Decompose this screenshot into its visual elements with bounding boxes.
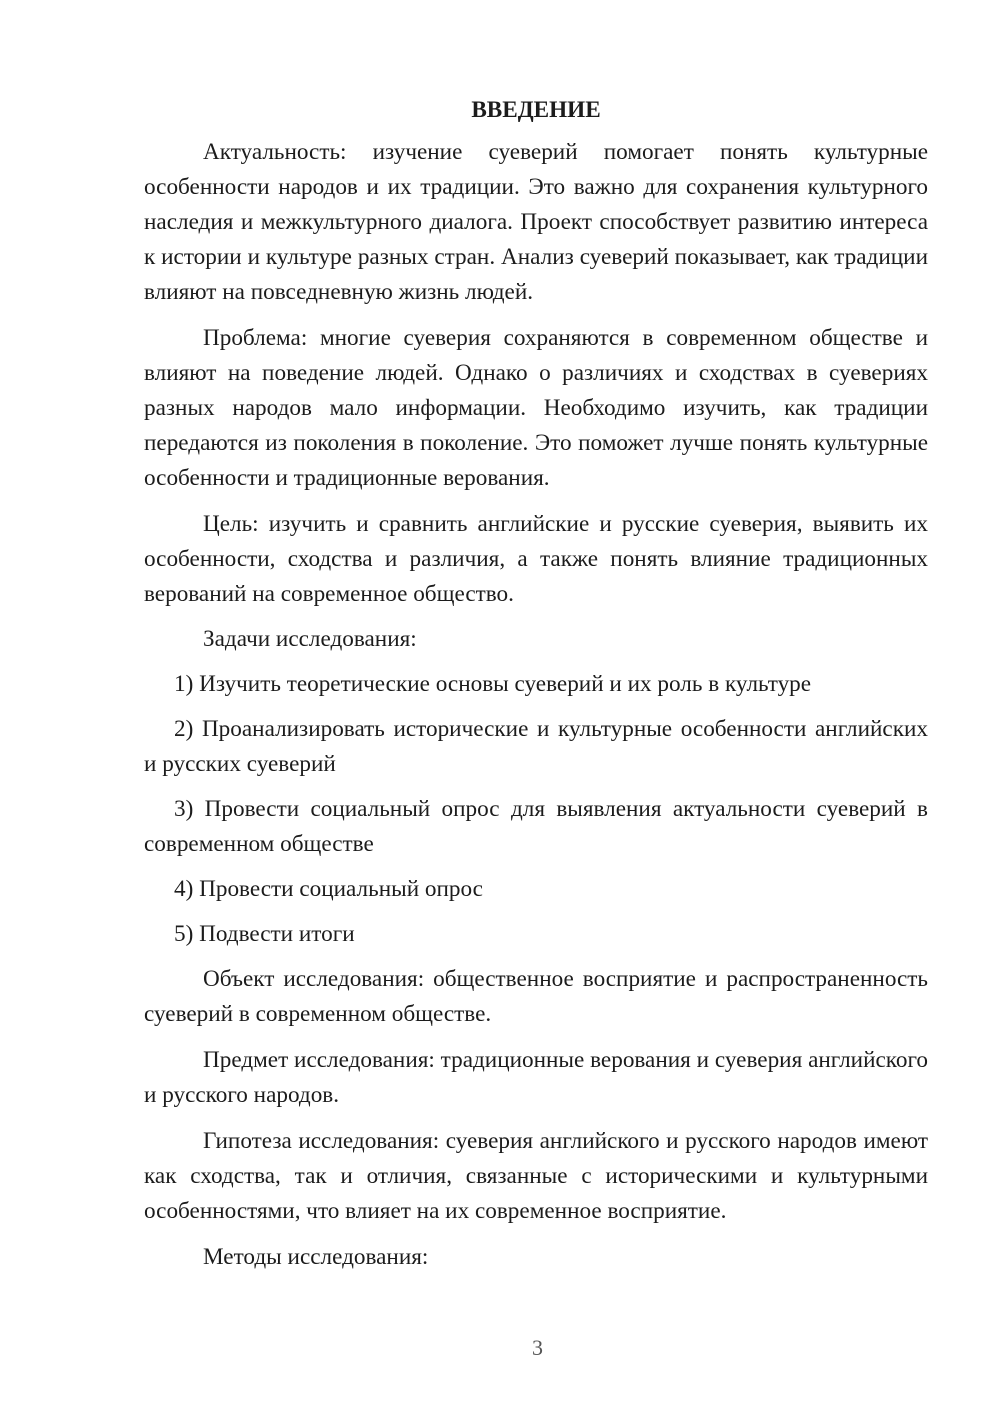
research-hypothesis-paragraph: Гипотеза исследования: суеверия английского и русского народов имеют как сходства, так и отличия, связанные с историческими и культурными особенностями, что влияет на их современное восприятие. (144, 1128, 928, 1224)
tasks-heading: Задачи исследования: (203, 626, 417, 652)
task-item-1: 1) Изучить теоретические основы суеверий и их роль в культуре (174, 671, 812, 697)
page-number: 3 (532, 1335, 543, 1360)
task-item-4: 4) Провести социальный опрос (174, 876, 483, 902)
relevance-paragraph: Актуальность: изучение суеверий помогает понять культурные особенности народов и их традиции. Это важно для сохранения культурного наследия и межкультурного диалога. Проект способствует развитию интереса к истории и культуре разных стран. Анализ суеверий показывает, как традиции влияют на повседневную жизнь людей. (144, 139, 928, 305)
task-item-5: 5) Подвести итоги (174, 921, 355, 947)
page-body (144, 93, 928, 1275)
goal-paragraph: Цель: изучить и сравнить английские и русские суеверия, выявить их особенности, сходства и различия, а также понять влияние традиционных верований на современное общество. (144, 511, 928, 607)
task-item-2: 2) Проанализировать исторические и культурные особенности английских и русских суеверий (144, 716, 928, 777)
task-item-3: 3) Провести социальный опрос для выявления актуальности суеверий в современном обществе (144, 796, 928, 857)
research-object-paragraph: Объект исследования: общественное восприятие и распространенность суеверий в современном обществе. (144, 966, 928, 1027)
research-subject-paragraph: Предмет исследования: традиционные верования и суеверия английского и русского народов. (144, 1047, 928, 1108)
research-methods-heading: Методы исследования: (203, 1244, 429, 1270)
page-title: ВВЕДЕНИЕ (471, 97, 601, 123)
problem-paragraph: Проблема: многие суеверия сохраняются в современном обществе и влияют на поведение людей. Однако о различиях и сходствах в суевериях разных народов мало информации. Необходимо изучить, как традиции передаются из поколения в поколение. Это поможет лучше понять культурные особенности и традиционные верования. (144, 325, 928, 491)
